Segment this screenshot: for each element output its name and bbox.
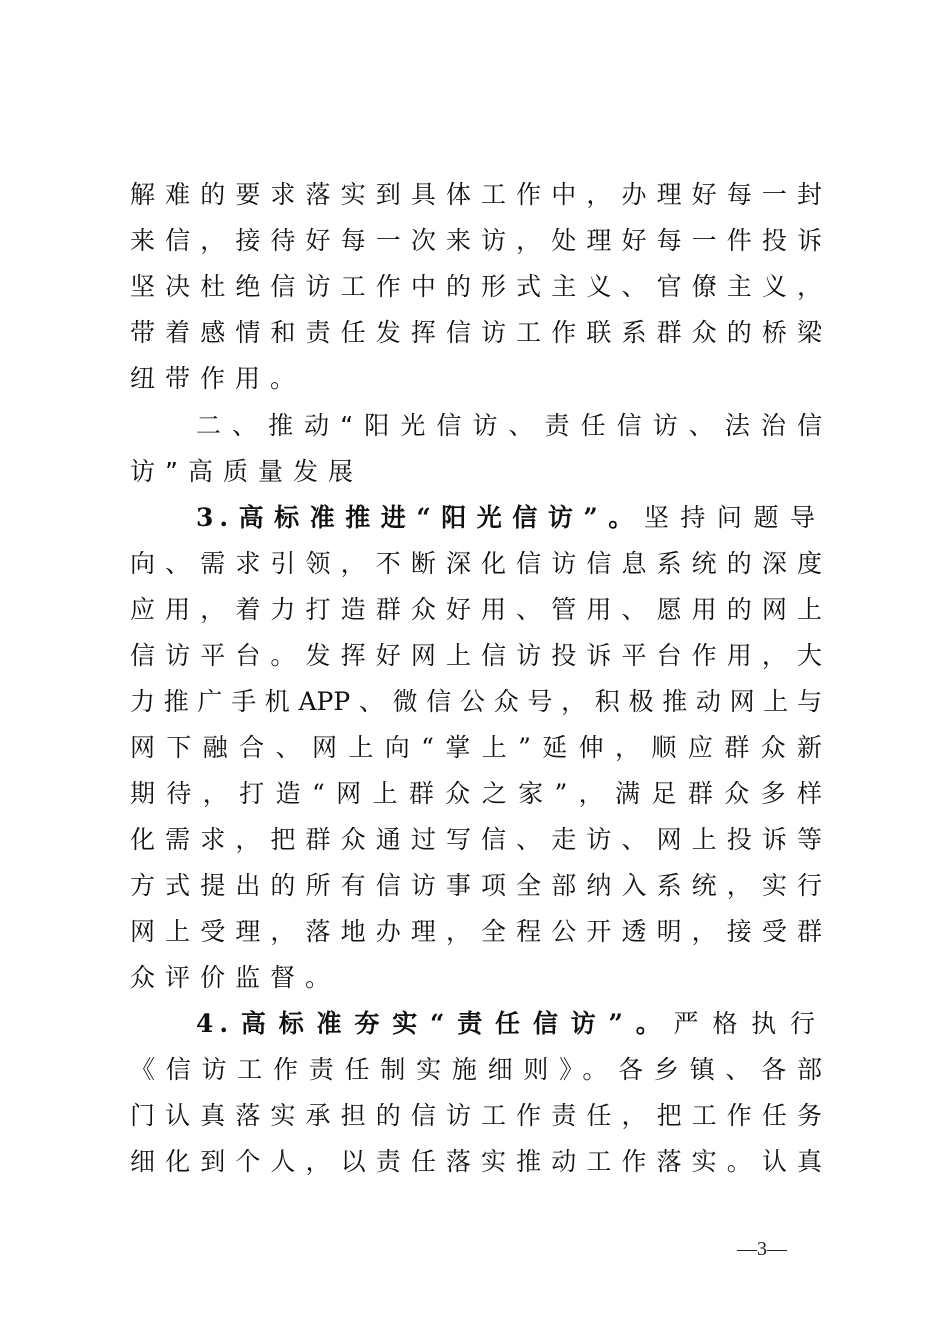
line-text: 门认真落实承担的信访工作责任，把工作任务: [130, 1101, 822, 1130]
line-text: 向、需求引领，不断深化信访信息系统的深度: [130, 549, 822, 578]
subheading-text: 3.高标准推进“阳光信访”。: [196, 503, 644, 532]
paragraph-line: [130, 218, 822, 264]
paragraph-line: [130, 310, 822, 356]
line-text: 网上受理，落地办理，全程公开透明，接受群: [130, 917, 822, 946]
paragraph-line: [196, 1001, 822, 1047]
subheading-text: 4.高标准夯实“责任信访”。: [196, 1009, 674, 1038]
heading-text: 访”高质量发展: [130, 457, 363, 486]
line-text: 应用，着力打造群众好用、管用、愿用的网上: [130, 595, 822, 624]
line-text: 信访平台。发挥好网上信访投诉平台作用，大: [130, 641, 822, 670]
paragraph-line: [130, 356, 822, 402]
line-text: 带着感情和责任发挥信访工作联系群众的桥梁: [130, 318, 822, 347]
line-text: 化需求，把群众通过写信、走访、网上投诉等: [130, 825, 822, 854]
line-text: 《信访工作责任制实施细则》。各乡镇、各部: [130, 1055, 822, 1084]
line-text: 纽带作用。: [130, 364, 306, 393]
paragraph-line: [130, 1047, 822, 1093]
section-heading: [130, 449, 822, 495]
paragraph-line: [130, 633, 822, 679]
paragraph-line: [130, 955, 822, 1001]
paragraph-line: [130, 817, 822, 863]
line-text: 来信，接待好每一次来访，处理好每一件投诉: [130, 226, 822, 255]
paragraph-line: [130, 587, 822, 633]
heading-text: 二、推动“阳光信访、责任信访、法治信: [196, 411, 822, 440]
paragraph-line: [130, 771, 822, 817]
paragraph-line: [196, 495, 822, 541]
line-text: 坚持问题导: [643, 503, 822, 532]
paragraph-line: [130, 1139, 822, 1185]
line-text: 方式提出的所有信访事项全部纳入系统，实行: [130, 871, 822, 900]
paragraph-line: [130, 909, 822, 955]
paragraph-line: [130, 541, 822, 587]
line-text: 坚决杜绝信访工作中的形式主义、官僚主义，: [130, 272, 822, 301]
section-heading: [196, 403, 822, 449]
line-text: 期待，打造“网上群众之家”，满足群众多样: [130, 779, 822, 808]
line-text: 细化到个人，以责任落实推动工作落实。认真: [130, 1147, 822, 1176]
page-number: —3—: [737, 1238, 787, 1260]
paragraph-line: [130, 679, 822, 725]
paragraph-line: [130, 264, 822, 310]
line-text: 严格执行: [673, 1009, 822, 1038]
paragraph-line: [130, 1093, 822, 1139]
line-text: 众评价监督。: [130, 963, 341, 992]
paragraph-line: [130, 725, 822, 771]
paragraph-line: [130, 172, 822, 218]
line-text: 网下融合、网上向“掌上”延伸，顺应群众新: [130, 733, 822, 762]
paragraph-line: [130, 863, 822, 909]
line-text: 解难的要求落实到具体工作中，办理好每一封: [130, 180, 822, 209]
line-text: 力推广手机APP、微信公众号，积极推动网上与: [130, 687, 822, 716]
